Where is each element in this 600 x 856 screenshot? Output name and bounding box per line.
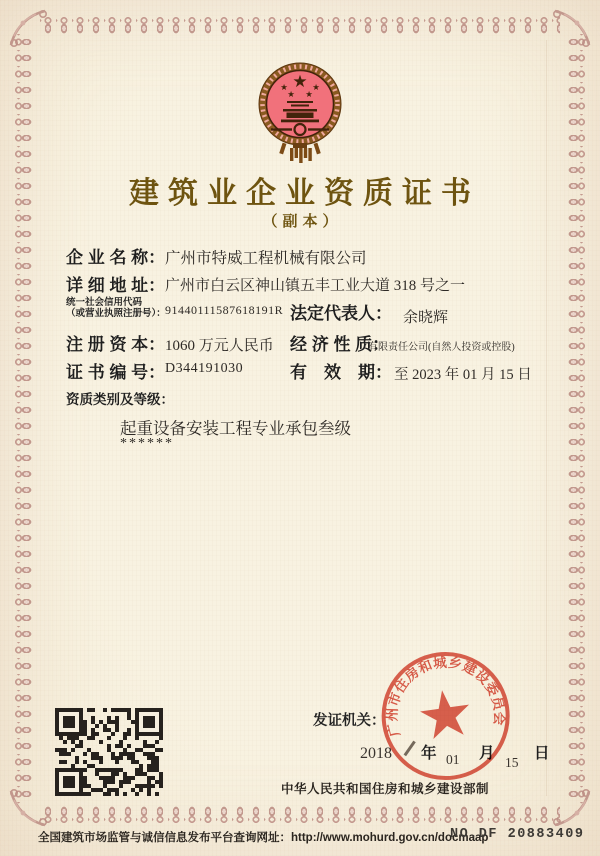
company-name-label: 企 业 名 称： (66, 248, 166, 267)
qualification-stars: ****** (120, 436, 174, 451)
border-bottom (40, 805, 560, 825)
query-url-line: 全国建筑市场监管与诚信信息发布平台查询网址：http://www.mohurd.gov.cn/docmaap (38, 832, 489, 844)
credit-code-label-line1: 统一社会信用代码 (66, 297, 143, 308)
seal-text: 广州市住房和城乡建设委员会 (384, 654, 507, 739)
svg-text:★: ★ (280, 83, 288, 93)
certificate-title: 建筑业企业资质证书 (129, 177, 480, 210)
registered-capital-label: 注 册 资 本： (66, 335, 166, 354)
border-corner-ornament (6, 6, 48, 48)
economic-nature-value: 有限责任公司(自然人投资或控股) (368, 342, 515, 353)
border-corner-ornament (552, 6, 594, 48)
certificate-number-value: D344191030 (165, 361, 244, 376)
validity-label: 有 效 期： (290, 363, 392, 382)
company-name-value: 广州市特威工程机械有限公司 (165, 250, 367, 267)
month-unit: 月 (479, 745, 495, 762)
issuing-ministry-line: 中华人民共和国住房和城乡建设部制 (280, 782, 489, 796)
svg-text:★: ★ (312, 83, 320, 93)
issue-year: 2018 (360, 745, 392, 762)
registered-capital-value: 1060 万元人民币 (165, 338, 274, 354)
address-label: 详 细 地 址： (66, 276, 166, 295)
validity-value: 至 2023 年 01 月 15 日 (394, 367, 532, 383)
svg-text:★: ★ (287, 90, 295, 100)
credit-code-label (66, 298, 166, 320)
paper-crease (546, 40, 547, 796)
legal-representative-value: 余晓辉 (403, 310, 449, 326)
issuing-authority-label: 发证机关： (313, 713, 386, 729)
qualification-line: 起重设备安装工程专业承包叁级 (120, 419, 351, 438)
day-unit: 日 (534, 745, 550, 762)
year-unit: 年 (421, 745, 437, 762)
address-value: 广州市白云区神山镇五丰工业大道 318 号之一 (165, 278, 466, 294)
qualification-category-label: 资质类别及等级： (66, 392, 174, 407)
legal-representative-label: 法定代表人： (290, 304, 392, 323)
certificate-number-label: 证 书 编 号： (66, 363, 166, 382)
svg-text:★: ★ (305, 90, 313, 100)
border-left (13, 34, 33, 804)
issue-day: 15 (505, 755, 519, 770)
national-emblem-icon (250, 58, 350, 175)
border-right (567, 34, 587, 804)
official-seal (367, 637, 526, 800)
serial-number: NO.DF 20883409 (450, 827, 585, 842)
border-top (40, 15, 560, 35)
certificate-subtitle: （副本） (262, 213, 343, 230)
credit-code-value: 91440111587618191R (165, 303, 284, 317)
economic-nature-label: 经 济 性 质： (290, 335, 390, 354)
credit-code-label-line2: （或营业执照注册号）： (66, 307, 166, 319)
svg-text:★: ★ (292, 72, 308, 92)
issue-month: 01 (446, 752, 460, 767)
